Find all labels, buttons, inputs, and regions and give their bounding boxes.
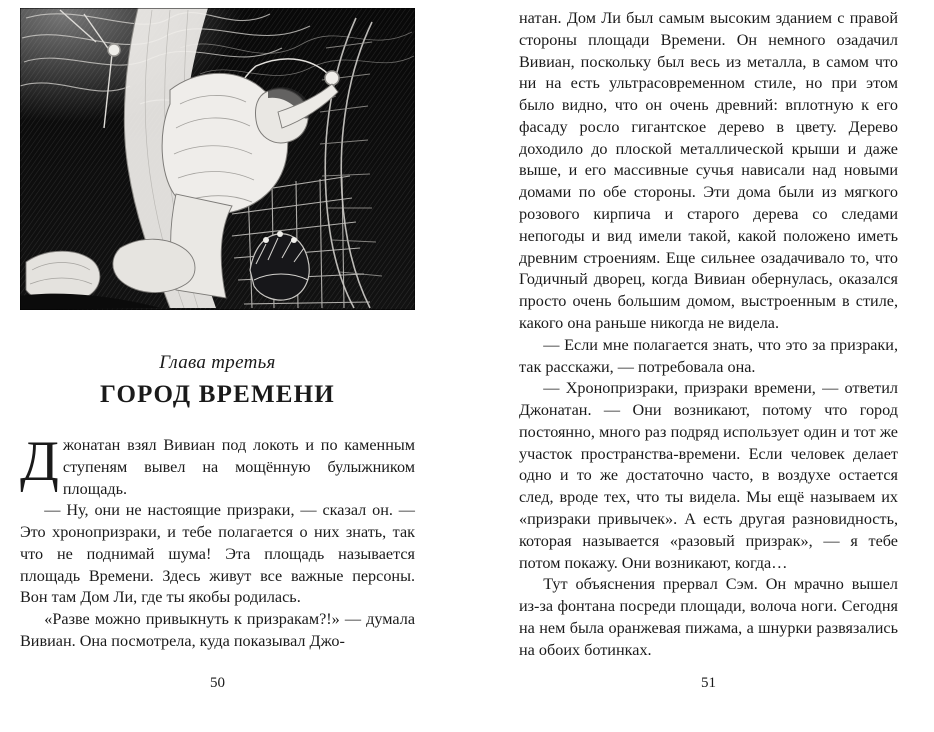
left-page-body: [20, 430, 415, 653]
paragraph: — Хронопризраки, призраки времени, — ответил Джонатан. — Они возникают, потому что город постоянно, много раз подряд использует один и тот же участок пространства-времени. Если человек делает одно и то же достаточно часто, в воздухе остается след, вроде тех, что ты видела. Мы ещё называем их «призраки привычек». А есть другая разновидность, которая называется «разовый призрак», — я тебе потом покажу. Они возникают, когда…: [519, 379, 898, 572]
paragraph: — Если мне полагается знать, что это за призраки, так расскажи, — потребовала она.: [519, 335, 898, 376]
paragraph-continued: натан. Дом Ли был самым высоким зданием с правой стороны площади Времени. Он немного озадачил Вивиан, поскольку был весь из металла, в самом что ни на есть ультрасовременном стиле, но при этом было видно, что он очень древний: вплотную к его фасаду росло гигантское дерево в цвету. Дерево доходило до плоской металлической крыши и даже выше, и его массивные сучья нависали над новыми домами по обе стороны. Эти дома были из мягкого розового кирпича и старого дерева со следами непогоды и вид имели такой, какой положено иметь древним строениям. Еще сильнее озадачивало то, что Годичный дворец, когда Вивиан обернулась, оказался просто очень большим домом, выстроенным в стиле, какого она раньше никогда не видела.: [519, 9, 898, 332]
paragraph: Тут объяснения прервал Сэм. Он мрачно вышел из-за фонтана посреди площади, волоча ноги. Сегодня на нем была оранжевая пижама, а шнурки развязались на обоих ботинках.: [519, 575, 898, 659]
right-page: [467, 0, 934, 732]
paragraph: — Ну, они не настоящие призраки, — сказал он. — Это хронопризраки, и тебе полагается о них знать, так что не поднимай шума! Эта площадь называется площадь Времени. Здесь живут все важные персоны. Вон там Дом Ли, где ты якобы родилась.: [20, 501, 415, 607]
right-page-body: [519, 8, 898, 661]
chapter-opening-illustration: [20, 8, 415, 310]
drop-cap: Д: [20, 430, 59, 493]
paragraph-opening: [20, 430, 415, 500]
chapter-title: ГОРОД ВРЕМЕНИ: [100, 381, 335, 408]
chapter-label: Глава третья: [159, 352, 276, 373]
paragraph: «Разве можно привыкнуть к призракам?!» — думала Вивиан. Она посмотрела, куда показывал Джо-: [20, 610, 415, 651]
page-number-right: 51: [701, 675, 716, 691]
paragraph-text: жонатан взял Вивиан под локоть и по каменным ступеням вывел на мощённую булыжником площадь.: [62, 436, 415, 498]
chapter-heading: [20, 352, 415, 409]
page-number-left: 50: [210, 675, 225, 691]
